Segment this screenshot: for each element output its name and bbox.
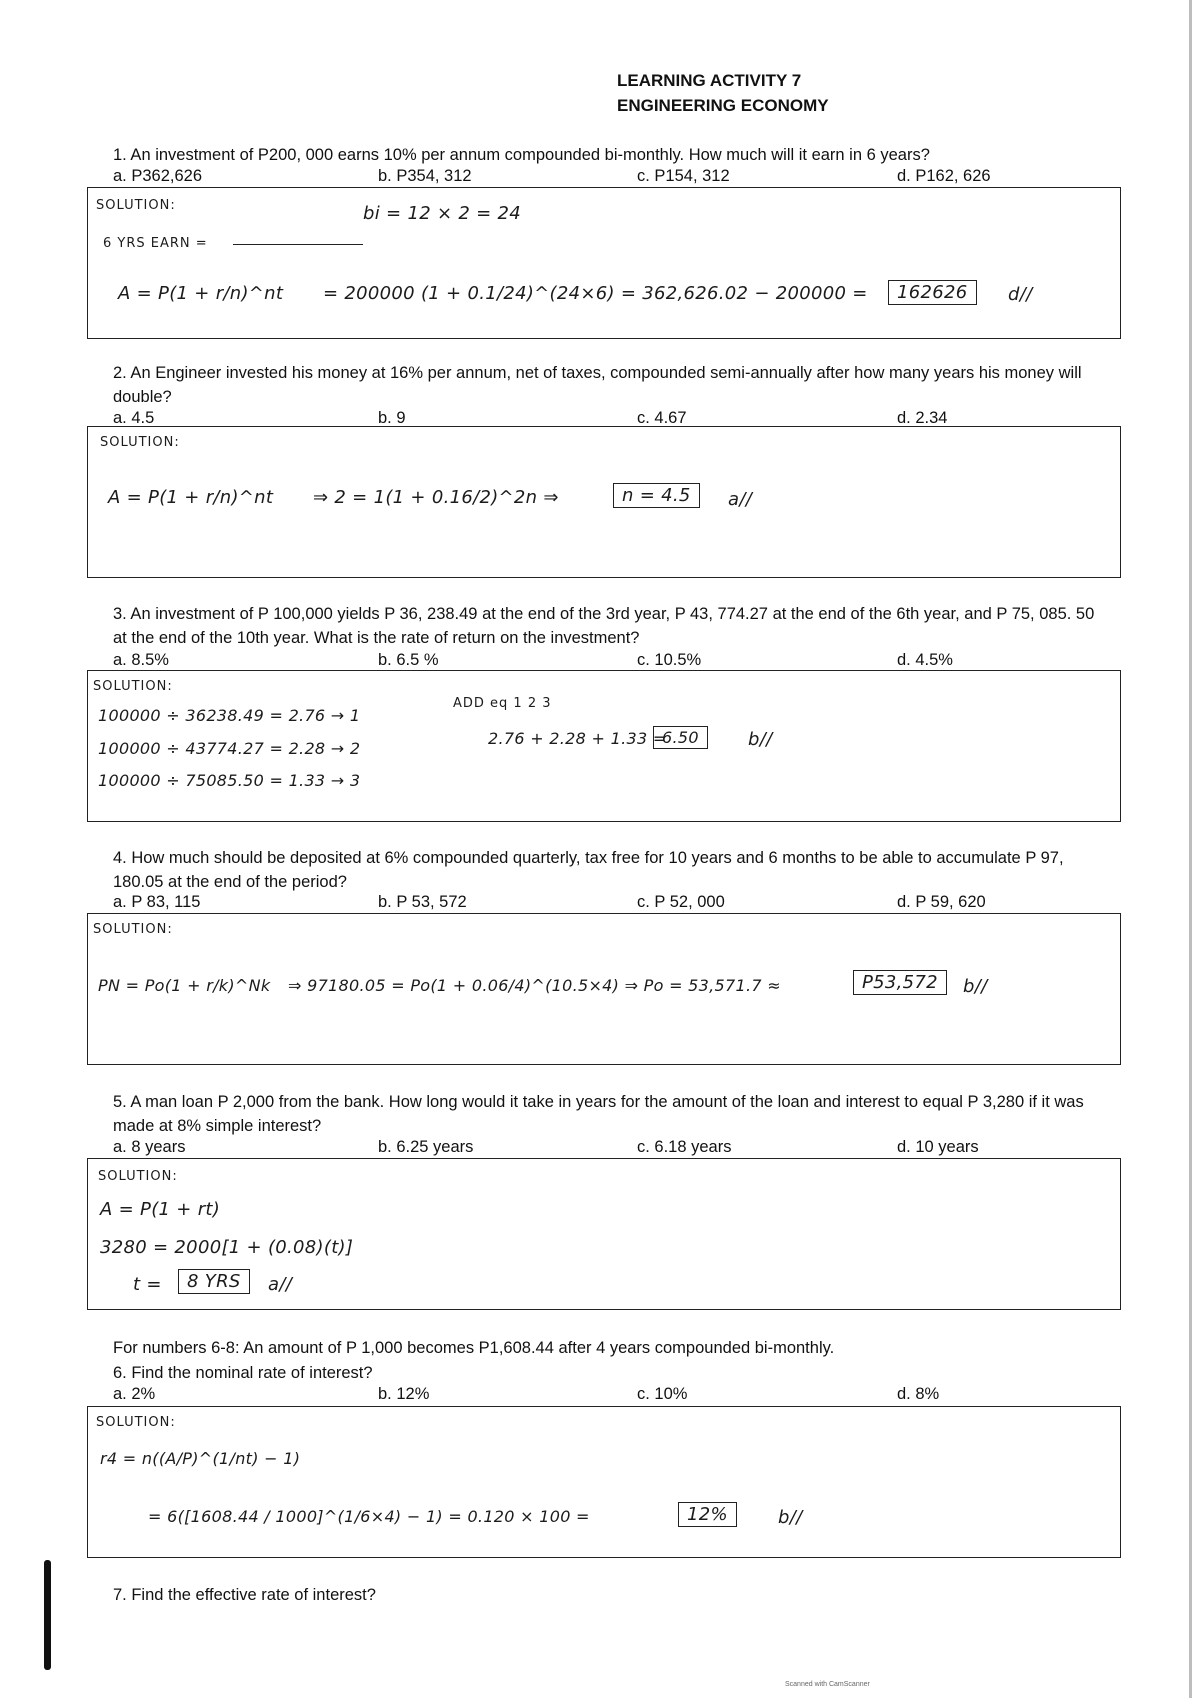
solution-label: SOLUTION: <box>96 1415 176 1430</box>
option-a: a. P 83, 115 <box>113 893 201 911</box>
question-6: 6. Find the nominal rate of interest? <box>113 1364 373 1382</box>
solution-label: SOLUTION: <box>96 198 176 213</box>
handwritten-line: A = P(1 + rt) <box>100 1199 221 1220</box>
handwritten-calc: = 200000 (1 + 0.1/24)^(24×6) = 362,626.02 − 200000 = <box>323 283 868 304</box>
handwritten-line: t = <box>133 1274 162 1295</box>
question-6-options <box>113 1385 1113 1407</box>
option-a: a. P362,626 <box>113 167 202 185</box>
boxed-answer: P53,572 <box>853 970 947 995</box>
option-c: c. 6.18 years <box>637 1138 732 1156</box>
solution-label: SOLUTION: <box>98 1169 178 1184</box>
option-d: d. 8% <box>897 1385 940 1403</box>
question-3: 3. An investment of P 100,000 yields P 36, 238.49 at the end of the 3rd year, P 43, 774.27 at the end of the 6th year, and P 75, 085. 50 at the end of the 10th year. What is the rate of return on the investment? <box>113 605 1095 647</box>
answer-choice: a// <box>728 489 753 510</box>
option-a: a. 4.5 <box>113 409 155 427</box>
solution-box-6 <box>87 1406 1121 1558</box>
question-2: 2. An Engineer invested his money at 16% per annum, net of taxes, compounded semi-annually after how many years his money will double? <box>113 364 1082 406</box>
option-a: a. 8.5% <box>113 651 169 669</box>
solution-box-1 <box>87 187 1121 339</box>
option-b: b. 12% <box>378 1385 430 1403</box>
handwritten-line: bi = 12 × 2 = 24 <box>363 203 522 224</box>
solution-label: SOLUTION: <box>100 435 180 450</box>
option-d: d. P 59, 620 <box>897 893 986 911</box>
question-1-options <box>113 167 1113 189</box>
boxed-answer: 12% <box>678 1502 737 1527</box>
option-c: c. 10.5% <box>637 651 702 669</box>
handwritten-line: 100000 ÷ 75085.50 = 1.33 → 3 <box>98 771 361 790</box>
option-d: d. 2.34 <box>897 409 948 427</box>
handwritten-calc: = 6([1608.44 / 1000]^(1/6×4) − 1) = 0.120 × 100 = <box>148 1507 590 1526</box>
boxed-answer: 6.50 <box>653 726 708 749</box>
question-4: 4. How much should be deposited at 6% compounded quarterly, tax free for 10 years and 6 months to be able to accumulate P 97, 180.05 at the end of the period? <box>113 849 1064 891</box>
handwritten-calc: ⇒ 97180.05 = Po(1 + 0.06/4)^(10.5×4) ⇒ Po = 53,571.7 ≈ <box>288 976 781 995</box>
solution-label: SOLUTION: <box>93 922 173 937</box>
solution-box-5 <box>87 1158 1121 1310</box>
page-header <box>617 68 829 118</box>
handwritten-line: 6 YRS EARN = <box>103 236 208 251</box>
answer-choice: d// <box>1008 284 1033 305</box>
solution-box-3 <box>87 670 1121 822</box>
handwritten-line: r4 = n((A/P)^(1/nt) − 1) <box>100 1449 301 1468</box>
answer-choice: a// <box>268 1274 293 1295</box>
subject-title: ENGINEERING ECONOMY <box>617 96 829 115</box>
answer-choice: b// <box>778 1507 803 1528</box>
boxed-answer: 162626 <box>888 280 977 305</box>
solution-box-4 <box>87 913 1121 1065</box>
question-1: 1. An investment of P200, 000 earns 10% per annum compounded bi-monthly. How much will it earn in 6 years? <box>113 146 930 164</box>
scanner-watermark: Scanned with CamScanner <box>785 1681 870 1688</box>
handwritten-note: ADD eq 1 2 3 <box>453 696 552 711</box>
underline-rule <box>233 244 363 245</box>
question-5: 5. A man loan P 2,000 from the bank. How long would it take in years for the amount of the loan and interest to equal P 3,280 if it was made at 8% simple interest? <box>113 1093 1084 1135</box>
option-b: b. P 53, 572 <box>378 893 467 911</box>
handwritten-formula: A = P(1 + r/n)^nt <box>108 487 274 508</box>
solution-label: SOLUTION: <box>93 679 173 694</box>
question-5-options <box>113 1138 1113 1160</box>
activity-title: LEARNING ACTIVITY 7 <box>617 71 802 90</box>
option-d: d. P162, 626 <box>897 167 991 185</box>
option-c: c. P 52, 000 <box>637 893 725 911</box>
option-d: d. 10 years <box>897 1138 979 1156</box>
answer-choice: b// <box>963 976 988 997</box>
option-c: c. P154, 312 <box>637 167 730 185</box>
answer-choice: b// <box>748 729 773 750</box>
group-intro: For numbers 6-8: An amount of P 1,000 becomes P1,608.44 after 4 years compounded bi-monthly. <box>113 1339 835 1357</box>
option-b: b. 6.25 years <box>378 1138 474 1156</box>
question-4-options <box>113 893 1113 915</box>
option-a: a. 8 years <box>113 1138 186 1156</box>
option-c: c. 10% <box>637 1385 688 1403</box>
option-b: b. 6.5 % <box>378 651 439 669</box>
option-b: b. P354, 312 <box>378 167 472 185</box>
handwritten-formula: PN = Po(1 + r/k)^Nk <box>98 976 271 995</box>
boxed-answer: 8 YRS <box>178 1269 250 1294</box>
solution-box-2 <box>87 426 1121 578</box>
option-c: c. 4.67 <box>637 409 687 427</box>
option-b: b. 9 <box>378 409 406 427</box>
handwritten-line: 100000 ÷ 36238.49 = 2.76 → 1 <box>98 706 361 725</box>
handwritten-line: 3280 = 2000[1 + (0.08)(t)] <box>100 1237 354 1258</box>
handwritten-line: 100000 ÷ 43774.27 = 2.28 → 2 <box>98 739 361 758</box>
option-a: a. 2% <box>113 1385 156 1403</box>
handwritten-calc: ⇒ 2 = 1(1 + 0.16/2)^2n ⇒ <box>313 487 559 508</box>
question-7: 7. Find the effective rate of interest? <box>113 1586 376 1604</box>
option-d: d. 4.5% <box>897 651 953 669</box>
handwritten-calc: 2.76 + 2.28 + 1.33 = <box>488 729 667 748</box>
scan-mark <box>44 1560 51 1670</box>
handwritten-formula: A = P(1 + r/n)^nt <box>118 283 284 304</box>
boxed-answer: n = 4.5 <box>613 483 700 508</box>
scan-edge <box>1189 0 1192 1698</box>
